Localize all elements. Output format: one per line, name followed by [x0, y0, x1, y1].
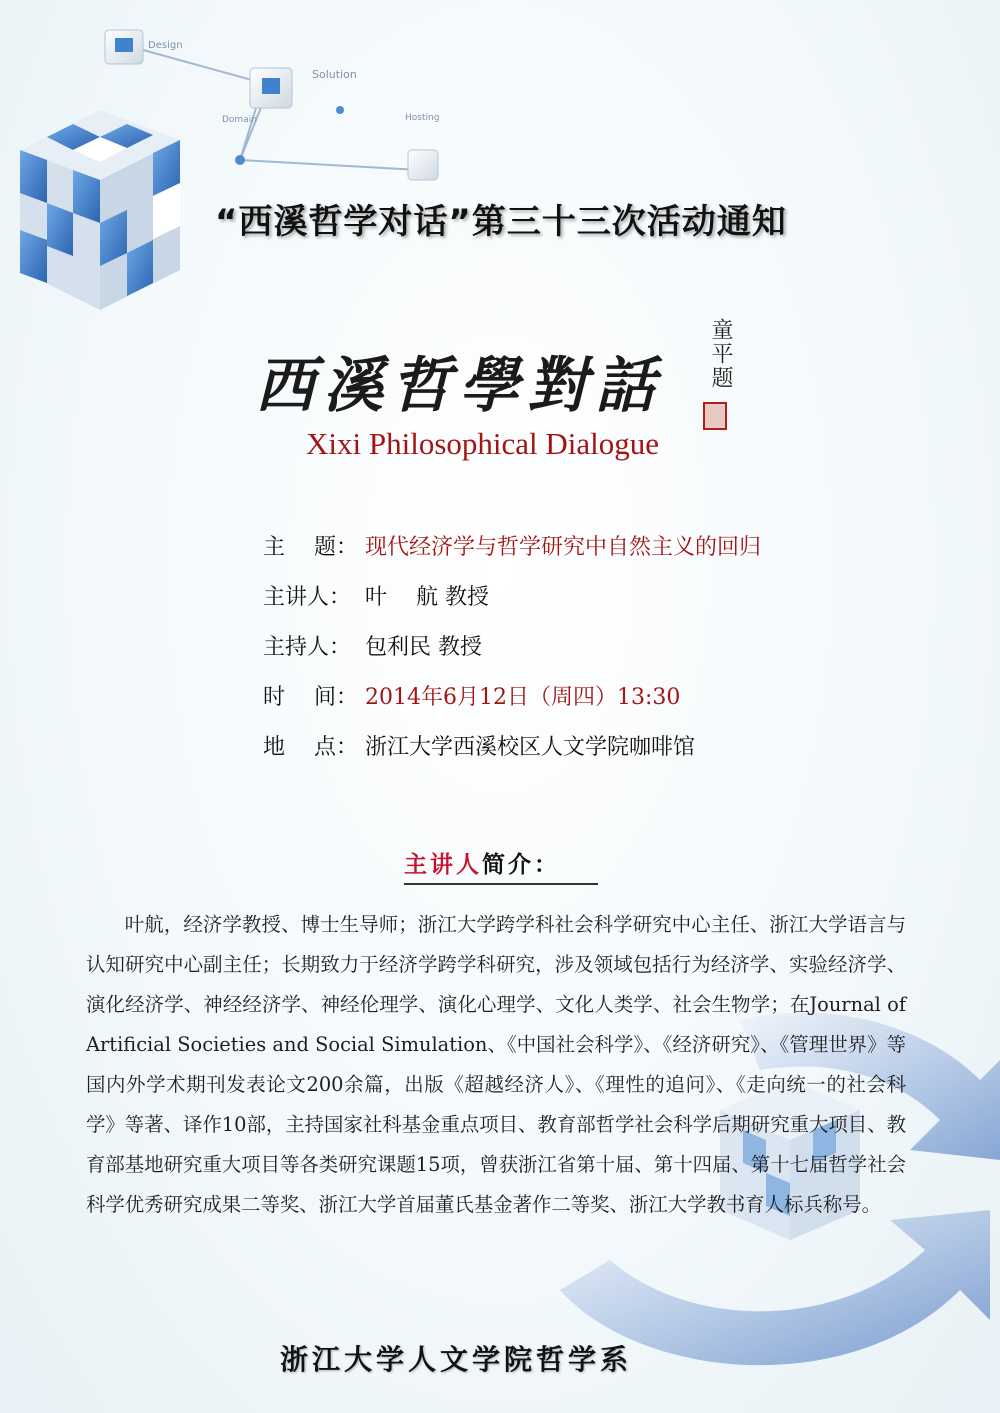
calligraphy-signature: 童平题	[708, 318, 733, 390]
svg-text:Domain: Domain	[222, 115, 257, 125]
cube-network-decoration	[0, 0, 520, 320]
speaker-value: 叶 航 教授	[365, 585, 489, 610]
place-value: 浙江大学西溪校区人文学院咖啡馆	[365, 735, 696, 760]
event-info	[263, 530, 863, 780]
svg-text:Design: Design	[148, 40, 183, 51]
organizer-footer: 浙江大学人文学院哲学系	[280, 1343, 633, 1376]
info-host	[263, 630, 863, 680]
bio-heading	[404, 846, 598, 885]
topic-label: 主 题：	[263, 535, 358, 560]
info-topic	[263, 530, 863, 580]
speaker-bio: 叶航，经济学教授、博士生导师；浙江大学跨学科社会科学研究中心主任、浙江大学语言与认知研究中心副主任；长期致力于经济学跨学科研究，涉及领域包括行为经济学、实验经济学、演化经济学、神经经济学、神经伦理学、演化心理学、文化人类学、社会生物学；在Journal of Artificial Societies and Social Simulation、《中国社会科学》、《经济研究》、《管理世界》等国内外学术期刊发表论文200余篇，出版《超越经济人》、《理性的追问》、《走向统一的社会科学》等著、译作10部，主持国家社科基金重点项目、教育部哲学社会科学后期研究重大项目、教育部基地研究重大项目等各类研究课题15项，曾获浙江省第十届、第十四届、第十七届哲学社会科学优秀研究成果二等奖、浙江大学首届董氏基金著作二等奖、浙江大学教书育人标兵称号。	[86, 913, 906, 1216]
info-time	[263, 680, 863, 730]
bio-heading-red: 主讲人	[404, 852, 482, 878]
host-label: 主持人：	[263, 635, 352, 660]
place-label: 地 点：	[263, 735, 358, 760]
time-label: 时 间：	[263, 685, 358, 710]
topic-value: 现代经济学与哲学研究中自然主义的回归	[365, 535, 762, 560]
info-speaker	[263, 580, 863, 630]
svg-text:Hosting: Hosting	[405, 113, 440, 123]
time-value: 2014年6月12日（周四）13:30	[365, 685, 681, 710]
logo-english-name: Xixi Philosophical Dialogue	[306, 426, 660, 461]
calligraphy-logo: 西溪哲學對話	[255, 351, 663, 421]
notice-title: “西溪哲学对话”第三十三次活动通知	[215, 202, 787, 242]
info-place	[263, 730, 863, 780]
svg-text:Solution: Solution	[312, 68, 357, 81]
host-value: 包利民 教授	[365, 635, 482, 660]
bio-heading-dark: 简介：	[482, 852, 560, 878]
speaker-label: 主讲人：	[263, 585, 352, 610]
